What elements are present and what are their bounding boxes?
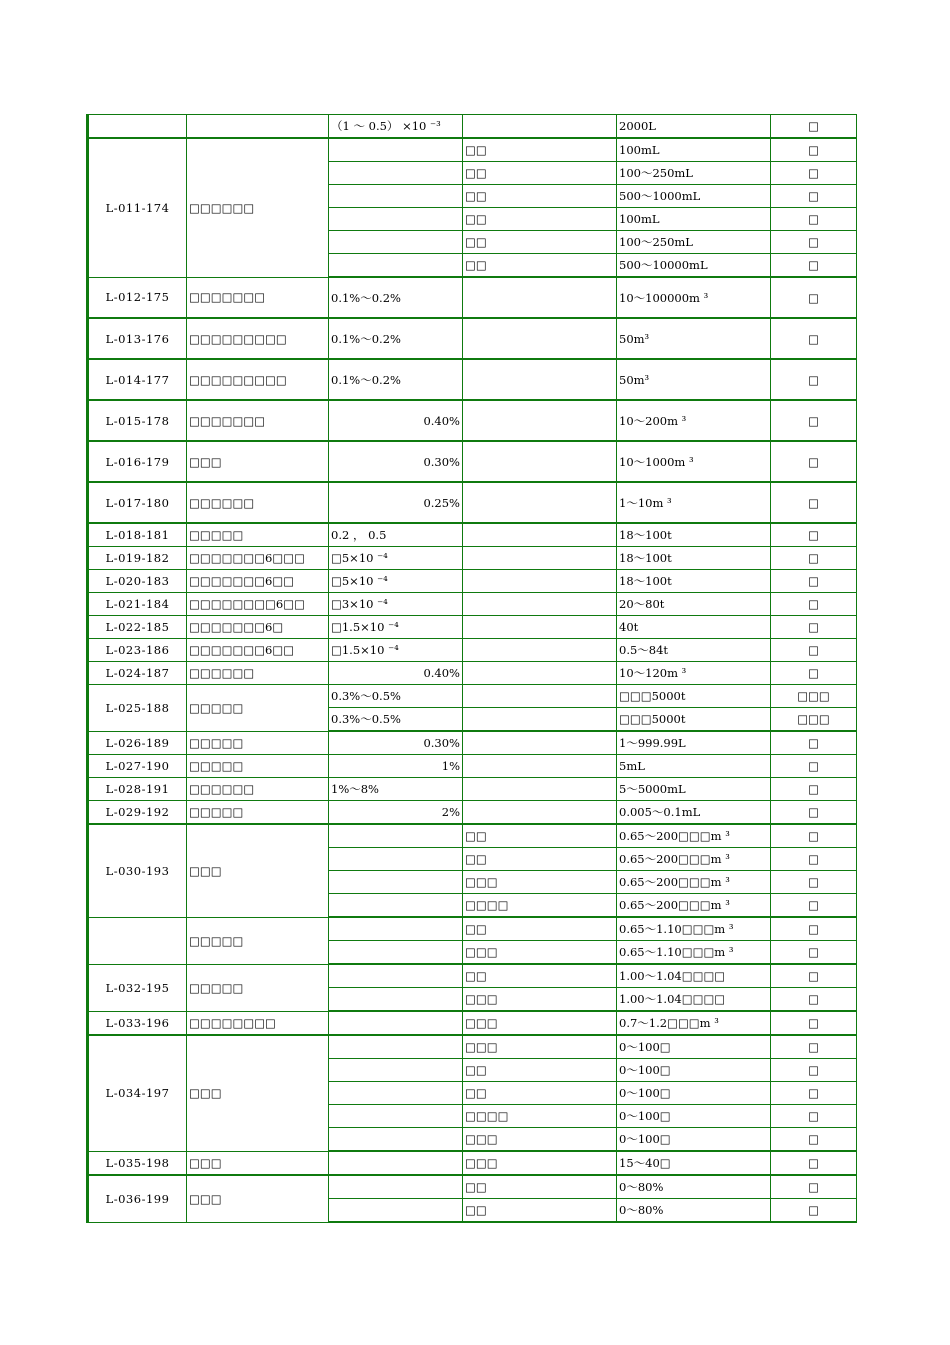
mpe-cell: 0.25% <box>329 482 463 523</box>
code-cell: L-013-176 <box>89 318 187 359</box>
level-cell: □ <box>771 1175 857 1199</box>
table-row <box>89 138 857 162</box>
mpe-cell: 1%～8% <box>329 778 463 801</box>
mpe-cell <box>329 1199 463 1223</box>
type-cell <box>463 318 617 359</box>
type-cell: □□ <box>463 231 617 254</box>
mpe-cell: 0.2 ， 0.5 <box>329 523 463 547</box>
level-cell: □ <box>771 1105 857 1128</box>
range-cell: 0～80% <box>617 1175 771 1199</box>
type-cell: □□ <box>463 964 617 988</box>
type-cell <box>463 755 617 778</box>
range-cell: 18～100t <box>617 547 771 570</box>
type-cell: □□□□ <box>463 1105 617 1128</box>
level-cell: □ <box>771 318 857 359</box>
level-cell: □ <box>771 523 857 547</box>
type-cell: □□ <box>463 1199 617 1223</box>
range-cell: 40t <box>617 616 771 639</box>
level-cell: □ <box>771 138 857 162</box>
name-cell: □□□□□ <box>187 801 329 825</box>
code-cell: L-018-181 <box>89 523 187 547</box>
type-cell <box>463 115 617 139</box>
range-cell: 18～100t <box>617 523 771 547</box>
type-cell: □□ <box>463 208 617 231</box>
type-cell: □□ <box>463 254 617 278</box>
code-cell: L-016-179 <box>89 441 187 482</box>
table-row <box>89 1035 857 1059</box>
mpe-cell <box>329 871 463 894</box>
code-cell: L-030-193 <box>89 824 187 917</box>
type-cell: □□ <box>463 162 617 185</box>
level-cell: □ <box>771 755 857 778</box>
table-row <box>89 523 857 547</box>
code-cell: L-023-186 <box>89 639 187 662</box>
name-cell: □□□□□□□6□□ <box>187 570 329 593</box>
code-cell: L-024-187 <box>89 662 187 685</box>
name-cell: □□□□□□□6□□ <box>187 639 329 662</box>
level-cell: □ <box>771 1082 857 1105</box>
level-cell: □ <box>771 1151 857 1175</box>
level-cell: □ <box>771 639 857 662</box>
table-row <box>89 441 857 482</box>
mpe-cell: 0.40% <box>329 662 463 685</box>
mpe-cell: 0.1%～0.2% <box>329 318 463 359</box>
code-cell <box>89 917 187 964</box>
table-row <box>89 482 857 523</box>
range-cell: 0.5～84t <box>617 639 771 662</box>
table-row <box>89 1175 857 1199</box>
level-cell: □ <box>771 871 857 894</box>
level-cell: □ <box>771 848 857 871</box>
type-cell <box>463 523 617 547</box>
range-cell: 15～40□ <box>617 1151 771 1175</box>
name-cell: □□□□□ <box>187 523 329 547</box>
code-cell: L-019-182 <box>89 547 187 570</box>
range-cell: 0～100□ <box>617 1082 771 1105</box>
type-cell <box>463 708 617 732</box>
mpe-cell <box>329 1105 463 1128</box>
table-row <box>89 616 857 639</box>
table-row <box>89 685 857 708</box>
range-cell: 0.65～200□□□m ³ <box>617 871 771 894</box>
level-cell: □ <box>771 400 857 441</box>
name-cell <box>187 115 329 139</box>
level-cell: □ <box>771 593 857 616</box>
range-cell: 1.00～1.04□□□□ <box>617 964 771 988</box>
level-cell: □ <box>771 941 857 965</box>
mpe-cell: 2% <box>329 801 463 825</box>
code-cell: L-020-183 <box>89 570 187 593</box>
name-cell: □□□□□□ <box>187 778 329 801</box>
code-cell: L-021-184 <box>89 593 187 616</box>
level-cell: □ <box>771 988 857 1012</box>
level-cell: □ <box>771 208 857 231</box>
mpe-cell <box>329 1082 463 1105</box>
type-cell: □□□ <box>463 1151 617 1175</box>
table-row <box>89 731 857 755</box>
range-cell: 0～100□ <box>617 1128 771 1152</box>
type-cell: □□□ <box>463 1035 617 1059</box>
mpe-cell: （1 ～ 0.5） ×10 ⁻³ <box>329 115 463 139</box>
level-cell: □ <box>771 616 857 639</box>
code-cell: L-012-175 <box>89 277 187 318</box>
type-cell: □□□ <box>463 871 617 894</box>
table-row <box>89 801 857 825</box>
table-row <box>89 115 857 139</box>
code-cell: L-036-199 <box>89 1175 187 1222</box>
code-cell: L-015-178 <box>89 400 187 441</box>
table-row <box>89 400 857 441</box>
mpe-cell <box>329 941 463 965</box>
mpe-cell <box>329 185 463 208</box>
name-cell: □□□ <box>187 824 329 917</box>
range-cell: 100mL <box>617 208 771 231</box>
range-cell: 500～10000mL <box>617 254 771 278</box>
level-cell: □ <box>771 801 857 825</box>
table-row <box>89 1151 857 1175</box>
mpe-cell <box>329 138 463 162</box>
level-cell: □ <box>771 731 857 755</box>
type-cell <box>463 570 617 593</box>
range-cell: 10～120m ³ <box>617 662 771 685</box>
table-row <box>89 755 857 778</box>
code-cell: L-014-177 <box>89 359 187 400</box>
level-cell: □ <box>771 1011 857 1035</box>
range-cell: 0～100□ <box>617 1105 771 1128</box>
code-cell: L-026-189 <box>89 731 187 755</box>
range-cell: 1～10m ³ <box>617 482 771 523</box>
type-cell: □□ <box>463 824 617 848</box>
name-cell: □□□□□□ <box>187 482 329 523</box>
type-cell <box>463 685 617 708</box>
mpe-cell: □5×10 ⁻⁴ <box>329 570 463 593</box>
range-cell: 5mL <box>617 755 771 778</box>
type-cell: □□ <box>463 848 617 871</box>
range-cell: 20～80t <box>617 593 771 616</box>
type-cell <box>463 778 617 801</box>
table-row <box>89 917 857 941</box>
level-cell: □ <box>771 547 857 570</box>
range-cell: □□□5000t <box>617 708 771 732</box>
mpe-cell: 0.30% <box>329 731 463 755</box>
level-cell: □ <box>771 662 857 685</box>
table-row <box>89 639 857 662</box>
range-cell: 10～100000m ³ <box>617 277 771 318</box>
table-row <box>89 824 857 848</box>
range-cell: 50m³ <box>617 318 771 359</box>
mpe-cell: 0.40% <box>329 400 463 441</box>
range-cell: 10～200m ³ <box>617 400 771 441</box>
range-cell: 1～999.99L <box>617 731 771 755</box>
level-cell: □ <box>771 441 857 482</box>
mpe-cell: 0.1%～0.2% <box>329 359 463 400</box>
table-row <box>89 593 857 616</box>
range-cell: 0.7～1.2□□□m ³ <box>617 1011 771 1035</box>
code-cell: L-017-180 <box>89 482 187 523</box>
type-cell: □□ <box>463 917 617 941</box>
type-cell: □□ <box>463 1059 617 1082</box>
level-cell: □ <box>771 778 857 801</box>
mpe-cell: 0.30% <box>329 441 463 482</box>
range-cell: 0～100□ <box>617 1059 771 1082</box>
name-cell: □□□□□ <box>187 964 329 1011</box>
mpe-cell <box>329 1128 463 1152</box>
name-cell: □□□□□□□6□□□ <box>187 547 329 570</box>
mpe-cell <box>329 254 463 278</box>
level-cell: □ <box>771 570 857 593</box>
mpe-cell: 1% <box>329 755 463 778</box>
type-cell <box>463 662 617 685</box>
level-cell: □ <box>771 1199 857 1223</box>
level-cell: □ <box>771 277 857 318</box>
name-cell: □□□ <box>187 441 329 482</box>
code-cell: L-025-188 <box>89 685 187 732</box>
name-cell: □□□□□□□6□ <box>187 616 329 639</box>
mpe-cell <box>329 988 463 1012</box>
name-cell: □□□□□□□□6□□ <box>187 593 329 616</box>
mpe-cell: □1.5×10 ⁻⁴ <box>329 616 463 639</box>
type-cell <box>463 593 617 616</box>
level-cell: □ <box>771 1128 857 1152</box>
range-cell: 50m³ <box>617 359 771 400</box>
name-cell: □□□ <box>187 1035 329 1151</box>
type-cell <box>463 441 617 482</box>
table-row <box>89 277 857 318</box>
type-cell: □□□ <box>463 988 617 1012</box>
level-cell: □ <box>771 359 857 400</box>
type-cell: □□□□ <box>463 894 617 918</box>
level-cell: □ <box>771 964 857 988</box>
level-cell: □ <box>771 115 857 139</box>
table-row <box>89 547 857 570</box>
range-cell: 0.65～200□□□m ³ <box>617 824 771 848</box>
mpe-cell: □1.5×10 ⁻⁴ <box>329 639 463 662</box>
type-cell <box>463 277 617 318</box>
type-cell <box>463 801 617 825</box>
table-row <box>89 778 857 801</box>
type-cell: □□□ <box>463 941 617 965</box>
range-cell: 0～100□ <box>617 1035 771 1059</box>
type-cell <box>463 616 617 639</box>
level-cell: □□□ <box>771 685 857 708</box>
code-cell <box>89 115 187 139</box>
mpe-cell: 0.3%～0.5% <box>329 708 463 732</box>
code-cell: L-035-198 <box>89 1151 187 1175</box>
mpe-cell <box>329 1151 463 1175</box>
type-cell: □□□ <box>463 1128 617 1152</box>
name-cell: □□□□□□□□ <box>187 1011 329 1035</box>
level-cell: □ <box>771 917 857 941</box>
mpe-cell <box>329 1035 463 1059</box>
type-cell <box>463 482 617 523</box>
name-cell: □□□ <box>187 1175 329 1222</box>
code-cell: L-033-196 <box>89 1011 187 1035</box>
mpe-cell <box>329 894 463 918</box>
code-cell: L-027-190 <box>89 755 187 778</box>
table-row <box>89 1011 857 1035</box>
type-cell: □□ <box>463 1175 617 1199</box>
type-cell: □□□ <box>463 1011 617 1035</box>
name-cell: □□□□□□□ <box>187 400 329 441</box>
table-row <box>89 318 857 359</box>
range-cell: 5～5000mL <box>617 778 771 801</box>
code-cell: L-032-195 <box>89 964 187 1011</box>
calibration-table-sheet <box>86 114 856 1223</box>
range-cell: 1.00～1.04□□□□ <box>617 988 771 1012</box>
level-cell: □ <box>771 1035 857 1059</box>
name-cell: □□□□□ <box>187 685 329 732</box>
type-cell <box>463 547 617 570</box>
mpe-cell: 0.3%～0.5% <box>329 685 463 708</box>
calibration-table <box>88 114 857 1223</box>
level-cell: □ <box>771 1059 857 1082</box>
name-cell: □□□□□ <box>187 917 329 964</box>
name-cell: □□□□□□ <box>187 138 329 277</box>
level-cell: □ <box>771 162 857 185</box>
code-cell: L-028-191 <box>89 778 187 801</box>
mpe-cell <box>329 1011 463 1035</box>
table-row <box>89 964 857 988</box>
level-cell: □ <box>771 231 857 254</box>
type-cell: □□ <box>463 185 617 208</box>
range-cell: 2000L <box>617 115 771 139</box>
mpe-cell <box>329 208 463 231</box>
range-cell: 0.65～1.10□□□m ³ <box>617 941 771 965</box>
range-cell: 0.65～1.10□□□m ³ <box>617 917 771 941</box>
level-cell: □ <box>771 254 857 278</box>
code-cell: L-022-185 <box>89 616 187 639</box>
mpe-cell <box>329 917 463 941</box>
range-cell: 18～100t <box>617 570 771 593</box>
mpe-cell <box>329 1175 463 1199</box>
mpe-cell: 0.1%～0.2% <box>329 277 463 318</box>
mpe-cell <box>329 824 463 848</box>
type-cell: □□ <box>463 1082 617 1105</box>
range-cell: 10～1000m ³ <box>617 441 771 482</box>
type-cell <box>463 359 617 400</box>
table-row <box>89 662 857 685</box>
mpe-cell: □3×10 ⁻⁴ <box>329 593 463 616</box>
table-row <box>89 570 857 593</box>
mpe-cell <box>329 1059 463 1082</box>
name-cell: □□□□□ <box>187 755 329 778</box>
level-cell: □ <box>771 185 857 208</box>
range-cell: 500～1000mL <box>617 185 771 208</box>
type-cell <box>463 731 617 755</box>
name-cell: □□□□□□□□□ <box>187 318 329 359</box>
type-cell <box>463 400 617 441</box>
range-cell: 100～250mL <box>617 162 771 185</box>
name-cell: □□□ <box>187 1151 329 1175</box>
code-cell: L-034-197 <box>89 1035 187 1151</box>
range-cell: 100mL <box>617 138 771 162</box>
range-cell: 0.65～200□□□m ³ <box>617 848 771 871</box>
range-cell: 0～80% <box>617 1199 771 1223</box>
code-cell: L-029-192 <box>89 801 187 825</box>
type-cell <box>463 639 617 662</box>
mpe-cell: □5×10 ⁻⁴ <box>329 547 463 570</box>
level-cell: □ <box>771 894 857 918</box>
name-cell: □□□□□□□ <box>187 277 329 318</box>
level-cell: □ <box>771 824 857 848</box>
name-cell: □□□□□ <box>187 731 329 755</box>
table-row <box>89 359 857 400</box>
mpe-cell <box>329 964 463 988</box>
range-cell: □□□5000t <box>617 685 771 708</box>
range-cell: 100～250mL <box>617 231 771 254</box>
code-cell: L-011-174 <box>89 138 187 277</box>
name-cell: □□□□□□□□□ <box>187 359 329 400</box>
name-cell: □□□□□□ <box>187 662 329 685</box>
type-cell: □□ <box>463 138 617 162</box>
range-cell: 0.005～0.1mL <box>617 801 771 825</box>
mpe-cell <box>329 231 463 254</box>
mpe-cell <box>329 162 463 185</box>
level-cell: □□□ <box>771 708 857 732</box>
range-cell: 0.65～200□□□m ³ <box>617 894 771 918</box>
mpe-cell <box>329 848 463 871</box>
level-cell: □ <box>771 482 857 523</box>
